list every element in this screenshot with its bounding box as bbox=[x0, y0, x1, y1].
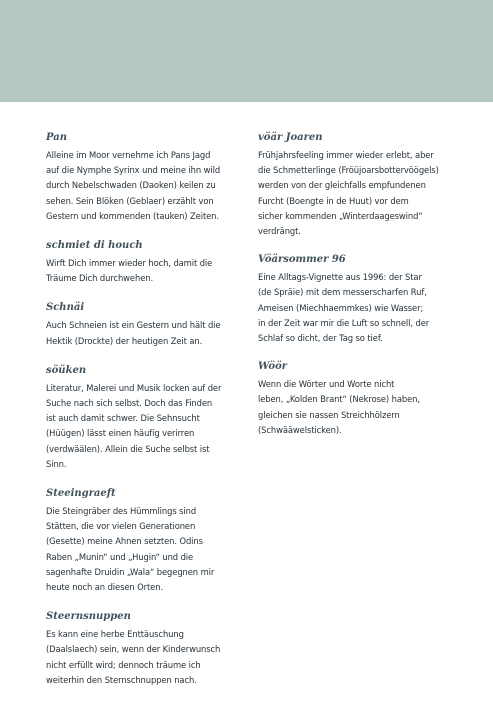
entry-title: Steeingraeft bbox=[46, 488, 116, 500]
entry-voeaer-joaren bbox=[258, 131, 458, 239]
entry-title: Steernsnuppen bbox=[46, 611, 131, 623]
right-column bbox=[258, 131, 458, 452]
entry-text: Es kann eine herbe Enttäuschung (Daalslaech) sein, wenn der Kinderwunsch nicht erfüllt wird; dennoch träume ich weiterhin den Sternschnuppen nach. bbox=[46, 629, 221, 685]
entry-text: Auch Schneien ist ein Gestern und hält die Hektik (Drockte) der heutigen Zeit an. bbox=[46, 320, 221, 346]
entry-text: Frühjahrsfeeling immer wieder erlebt, aber die Schmetterlinge (Fröüjoarsbottervöögels) werden von der gleichfalls empfundenen Furcht (Boengte in de Huut) vor dem sicher kommenden „Winterdaageswind“ verdrängt. bbox=[258, 150, 439, 237]
entry-text: Wirft Dich immer wieder hoch, damit die Träume Dich durchwehen. bbox=[46, 258, 213, 284]
entry-schmiet-di-houch bbox=[46, 239, 242, 286]
entry-title: schmiet di houch bbox=[46, 240, 143, 252]
entry-title: vöär Joaren bbox=[258, 132, 323, 143]
entry-title: Vöärsommer 96 bbox=[258, 254, 346, 266]
entry-title: Pan bbox=[46, 132, 68, 143]
entry-text: Die Steingräber des Hümmlings sind Stätten, die vor vielen Generationen (Gesette) meine Ahnen setzten. Odins Raben „Munin“ und „Hugin“ und die sagenhafte Druidin „Wala“ begegnen mir heute noch an diesen Orten. bbox=[46, 506, 215, 593]
entry-title: Wöör bbox=[258, 361, 288, 373]
header-band bbox=[0, 0, 493, 102]
entry-text: Wenn die Wörter und Worte nicht leben, „Kolden Brant“ (Nekrose) haben, gleichen sie nassen Streichhölzern (Schwääwelsticken). bbox=[258, 379, 420, 435]
entry-steeingraeft bbox=[46, 487, 242, 595]
entry-steernsnuppen bbox=[46, 610, 242, 688]
entry-voeaersommer-96 bbox=[258, 253, 458, 346]
entry-title: Schnäi bbox=[46, 302, 85, 314]
entry-pan bbox=[46, 131, 242, 224]
entry-text: Literatur, Malerei und Musik locken auf der Suche nach sich selbst. Doch das Finden ist auch damit schwer. Die Sehnsucht (Hüügen) lässt einen häufig verirren (verdwäälen). Allein die Suche selbst ist Sinn. bbox=[46, 382, 222, 469]
entry-title: söüken bbox=[46, 364, 87, 376]
entry-woeoer bbox=[258, 360, 458, 438]
entry-text: Alleine im Moor vernehme ich Pans Jagd auf die Nymphe Syrinx und meine ihn wild durch Nebelschwaden (Daoken) keilen zu sehen. Sein Blöken (Geblaer) erzählt von Gestern und kommenden (tauken) Zeiten. bbox=[46, 150, 221, 221]
entry-schnaei bbox=[46, 301, 242, 348]
entry-text: Eine Alltags-Vignette aus 1996: der Star (de Spräie) mit dem messerscharfen Ruf, Ameisen (Miechhaemmkes) wie Wasser; in der Zeit war mir die Luft so schnell, der Schlaf so dicht, der Tag so tief. bbox=[258, 272, 430, 344]
entry-soeueken bbox=[46, 364, 242, 472]
left-column bbox=[46, 131, 242, 703]
